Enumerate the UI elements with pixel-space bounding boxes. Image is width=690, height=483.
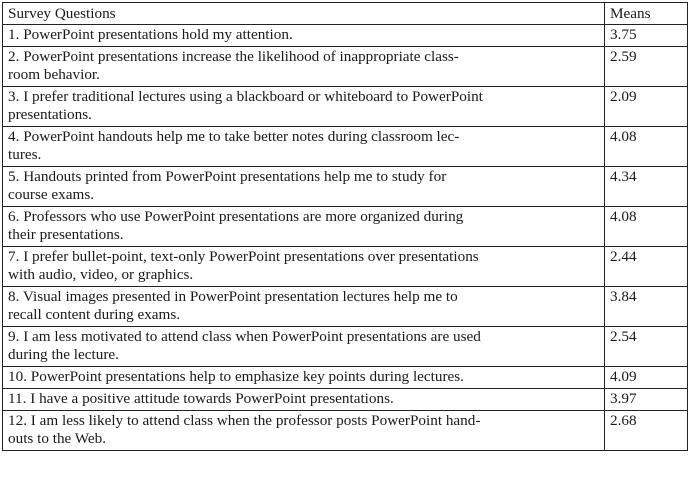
table-row — [3, 25, 688, 47]
table-row — [3, 389, 688, 411]
question-cell: 12. I am less likely to attend class when the professor posts PowerPoint hand- outs to the Web. — [3, 411, 605, 451]
mean-cell: 2.68 — [605, 411, 688, 451]
table-row — [3, 207, 688, 247]
table-row — [3, 247, 688, 287]
survey-table — [2, 2, 688, 451]
mean-cell: 4.08 — [605, 207, 688, 247]
header-means: Means — [605, 3, 688, 25]
mean-cell: 2.54 — [605, 327, 688, 367]
question-cell: 11. I have a positive attitude towards PowerPoint presentations. — [3, 389, 605, 411]
question-cell: 6. Professors who use PowerPoint presentations are more organized during their presentations. — [3, 207, 605, 247]
question-cell: 2. PowerPoint presentations increase the likelihood of inappropriate class- room behavior. — [3, 47, 605, 87]
mean-cell: 4.08 — [605, 127, 688, 167]
mean-cell: 3.84 — [605, 287, 688, 327]
table-row — [3, 167, 688, 207]
table-row — [3, 287, 688, 327]
table-row — [3, 87, 688, 127]
mean-cell: 2.09 — [605, 87, 688, 127]
table-row — [3, 127, 688, 167]
header-row — [3, 3, 688, 25]
question-cell: 10. PowerPoint presentations help to emphasize key points during lectures. — [3, 367, 605, 389]
question-cell: 5. Handouts printed from PowerPoint presentations help me to study for course exams. — [3, 167, 605, 207]
mean-cell: 3.97 — [605, 389, 688, 411]
question-cell: 8. Visual images presented in PowerPoint presentation lectures help me to recall content during exams. — [3, 287, 605, 327]
table-row — [3, 411, 688, 451]
mean-cell: 4.34 — [605, 167, 688, 207]
question-cell: 1. PowerPoint presentations hold my attention. — [3, 25, 605, 47]
mean-cell: 4.09 — [605, 367, 688, 389]
question-cell: 7. I prefer bullet-point, text-only PowerPoint presentations over presentations with audio, video, or graphics. — [3, 247, 605, 287]
table-row — [3, 327, 688, 367]
mean-cell: 2.44 — [605, 247, 688, 287]
table-row — [3, 367, 688, 389]
question-cell: 3. I prefer traditional lectures using a blackboard or whiteboard to PowerPoint presentations. — [3, 87, 605, 127]
table-row — [3, 47, 688, 87]
mean-cell: 2.59 — [605, 47, 688, 87]
header-survey-questions: Survey Questions — [3, 3, 605, 25]
question-cell: 9. I am less motivated to attend class when PowerPoint presentations are used during the lecture. — [3, 327, 605, 367]
mean-cell: 3.75 — [605, 25, 688, 47]
question-cell: 4. PowerPoint handouts help me to take better notes during classroom lec- tures. — [3, 127, 605, 167]
